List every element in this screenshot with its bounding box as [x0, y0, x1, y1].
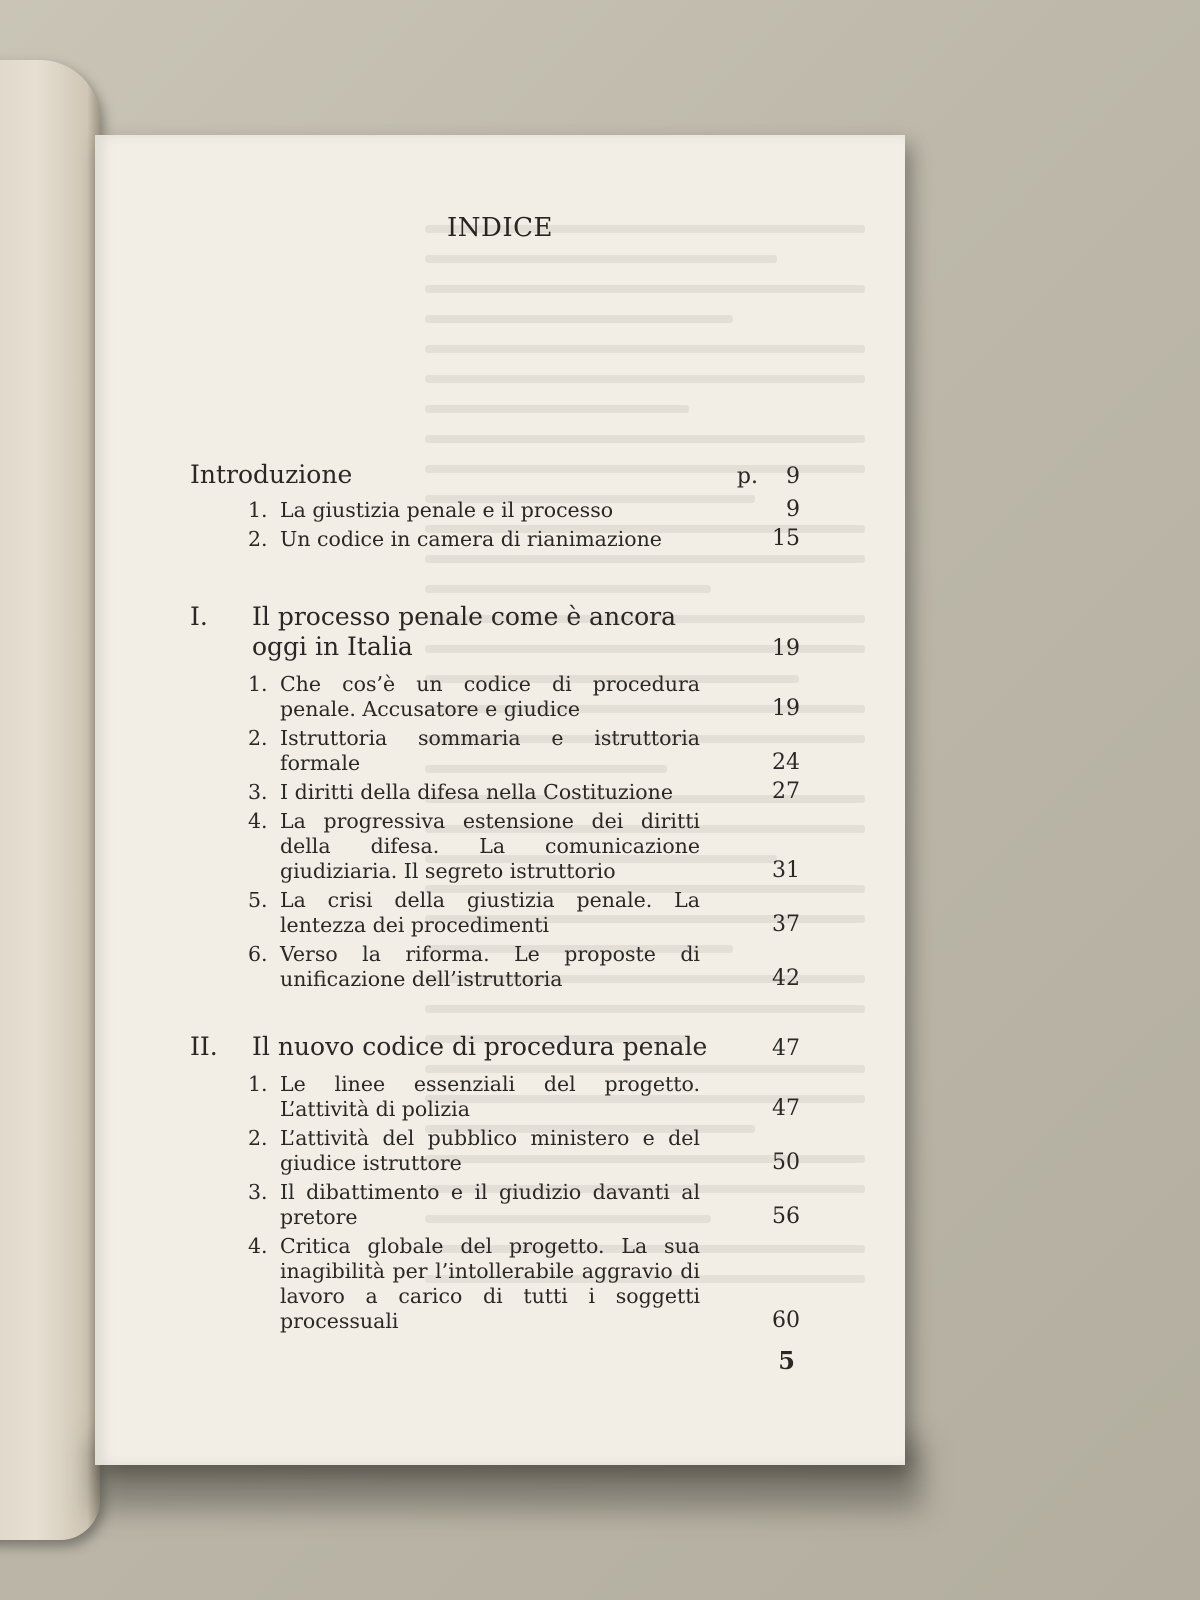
chapter-numeral: I. [190, 602, 208, 631]
item-number: 2. [248, 726, 268, 750]
list-item [190, 1180, 800, 1230]
chapter-heading-row [190, 1032, 800, 1062]
item-page: 24 [772, 750, 800, 775]
item-page: 60 [772, 1308, 800, 1333]
page-prefix: p. [736, 464, 758, 489]
item-page: 19 [772, 696, 800, 721]
item-page: 56 [772, 1204, 800, 1229]
page-folio: 5 [778, 1346, 795, 1375]
list-item [190, 527, 800, 552]
intro-page: 9 [786, 464, 800, 489]
item-text: Critica globale del progetto. La sua inagibilità per l’intollerabile aggravio di lavoro a carico di tutti i soggetti processuali [280, 1234, 700, 1333]
list-item [190, 888, 800, 938]
item-page: 47 [772, 1096, 800, 1121]
item-number: 1. [248, 498, 268, 522]
item-text: La crisi della giustizia penale. La lentezza dei procedimenti [280, 888, 700, 937]
item-page: 31 [772, 858, 800, 883]
intro-heading: Introduzione [190, 460, 353, 489]
item-page: 37 [772, 912, 800, 937]
item-text: Istruttoria sommaria e istruttoria formale [280, 726, 700, 775]
item-number: 3. [248, 1180, 268, 1204]
item-number: 3. [248, 780, 268, 804]
item-number: 4. [248, 1234, 268, 1258]
chapter-heading-row [190, 602, 800, 662]
item-text: La progressiva estensione dei diritti della difesa. La comunicazione giudiziaria. Il segreto istruttorio [280, 809, 700, 883]
item-number: 4. [248, 809, 268, 833]
item-text: Le linee essenziali del progetto. L’attività di polizia [280, 1072, 700, 1121]
list-item [190, 1072, 800, 1122]
item-page: 27 [772, 779, 800, 804]
item-number: 1. [248, 1072, 268, 1096]
item-page: 50 [772, 1150, 800, 1175]
list-item [190, 1126, 800, 1176]
item-page: 9 [786, 497, 800, 522]
list-item [190, 809, 800, 884]
item-number: 1. [248, 672, 268, 696]
item-number: 5. [248, 888, 268, 912]
list-item [190, 942, 800, 992]
list-item [190, 780, 800, 805]
book-page [95, 135, 905, 1465]
item-number: 2. [248, 527, 268, 551]
item-number: 2. [248, 1126, 268, 1150]
item-text: Un codice in camera di rianimazione [280, 527, 662, 551]
list-item [190, 1234, 800, 1334]
list-item [190, 498, 800, 523]
section-chapter-2 [190, 1032, 800, 1334]
item-number: 6. [248, 942, 268, 966]
page-title: INDICE [446, 213, 553, 243]
item-text: La giustizia penale e il processo [280, 498, 614, 522]
item-text: I diritti della difesa nella Costituzione [280, 780, 673, 804]
item-page: 15 [772, 526, 800, 551]
chapter-numeral: II. [190, 1032, 218, 1061]
item-text: L’attività del pubblico ministero e del giudice istruttore [280, 1126, 700, 1175]
item-text: Che cos’è un codice di procedura penale. Accusatore e giudice [280, 672, 700, 721]
list-item [190, 726, 800, 776]
chapter-page: 47 [772, 1036, 800, 1061]
table-of-contents [190, 460, 800, 1334]
item-text: Il dibattimento e il giudizio davanti al pretore [280, 1180, 700, 1229]
item-text: Verso la riforma. Le proposte di unificazione dell’istruttoria [280, 942, 700, 991]
item-page: 42 [772, 966, 800, 991]
section-chapter-1 [190, 602, 800, 992]
chapter-page: 19 [772, 636, 800, 661]
intro-heading-row [190, 460, 800, 490]
chapter-title: Il nuovo codice di procedura penale [252, 1032, 708, 1061]
list-item [190, 672, 800, 722]
chapter-title: Il processo penale come è ancora oggi in Italia [252, 602, 676, 661]
left-page-edge [0, 60, 100, 1540]
section-introduction [190, 460, 800, 552]
